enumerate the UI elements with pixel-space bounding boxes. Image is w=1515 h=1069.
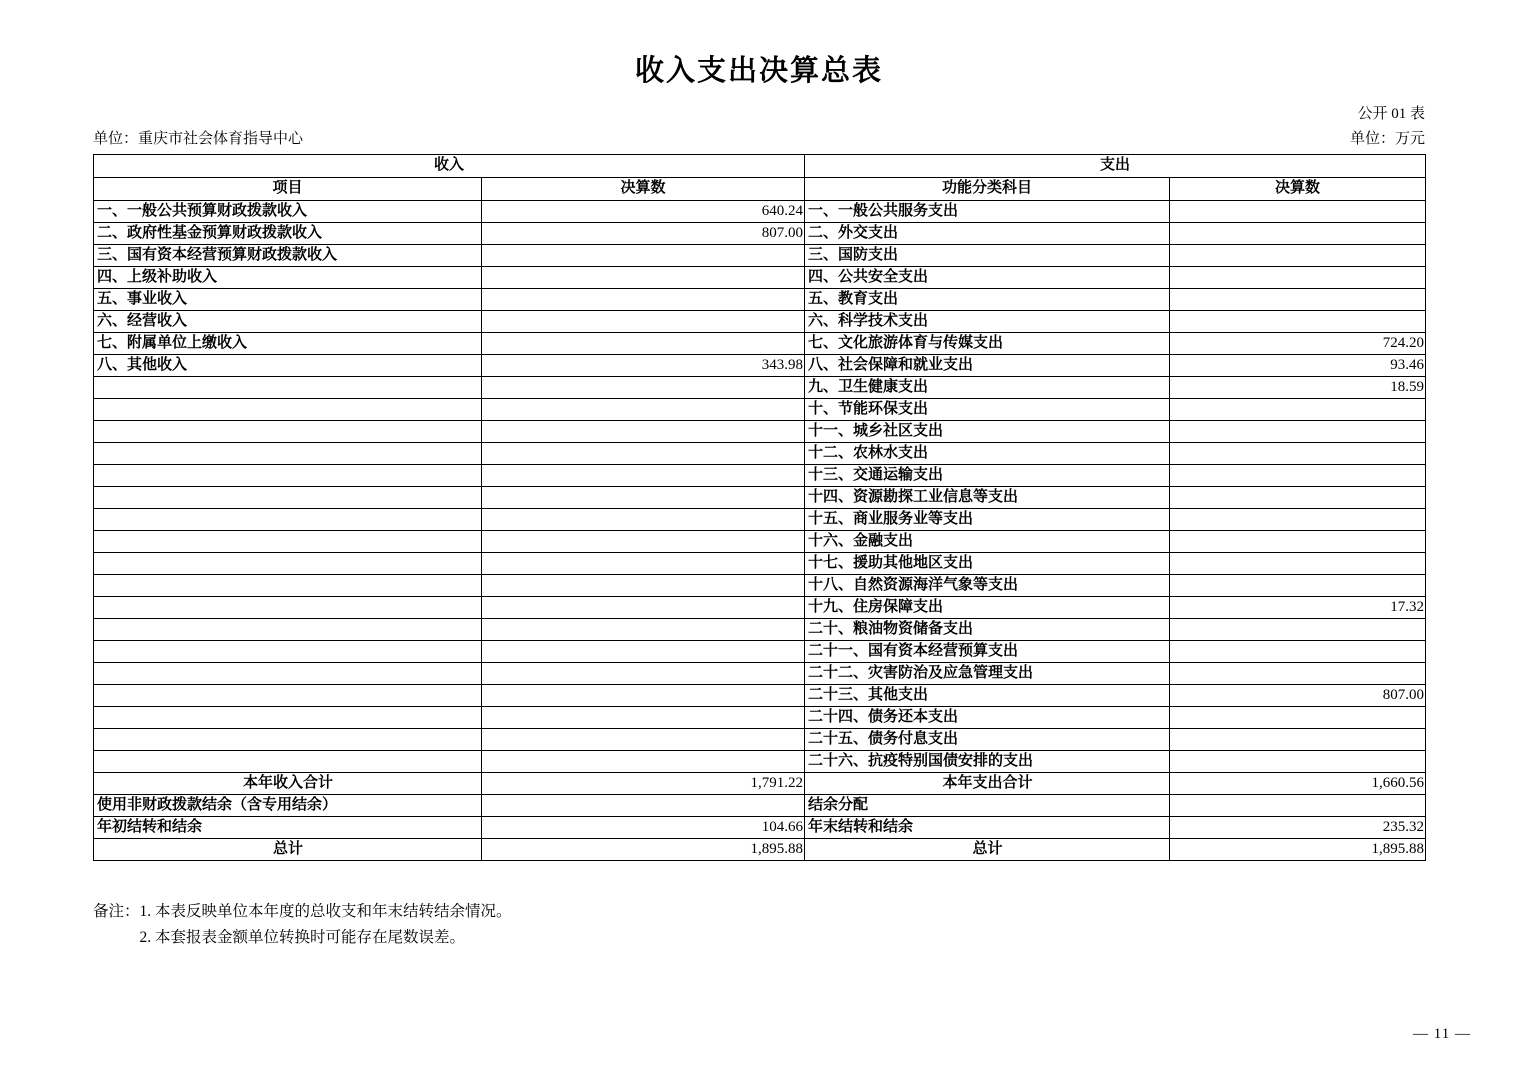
expense-item-value bbox=[1170, 531, 1426, 553]
expense-item-value bbox=[1170, 465, 1426, 487]
table-row bbox=[94, 575, 1426, 597]
expense-item-value bbox=[1170, 707, 1426, 729]
expense-item-value bbox=[1170, 289, 1426, 311]
income-item-label bbox=[94, 487, 482, 509]
table-row bbox=[94, 553, 1426, 575]
expense-item-label: 十五、商业服务业等支出 bbox=[805, 509, 1170, 531]
document-page bbox=[93, 0, 1425, 952]
note-line-2: 2. 本套报表金额单位转换时可能存在尾数误差。 bbox=[139, 929, 466, 947]
expense-item-label: 十一、城乡社区支出 bbox=[805, 421, 1170, 443]
expense-item-label: 十七、援助其他地区支出 bbox=[805, 553, 1170, 575]
budget-summary-table bbox=[93, 154, 1426, 861]
expense-item-label: 一、一般公共服务支出 bbox=[805, 201, 1170, 223]
table-row bbox=[94, 201, 1426, 223]
table-row bbox=[94, 707, 1426, 729]
income-item-label bbox=[94, 641, 482, 663]
expense-item-label: 四、公共安全支出 bbox=[805, 267, 1170, 289]
income-item-label bbox=[94, 663, 482, 685]
column-header-expense-category: 功能分类科目 bbox=[805, 178, 1170, 201]
section-header-row bbox=[94, 155, 1426, 178]
expense-item-value bbox=[1170, 311, 1426, 333]
income-item-value bbox=[482, 619, 805, 641]
income-item-value bbox=[482, 465, 805, 487]
income-item-label bbox=[94, 685, 482, 707]
expense-item-value bbox=[1170, 751, 1426, 773]
income-item-label bbox=[94, 597, 482, 619]
expense-item-value bbox=[1170, 421, 1426, 443]
expense-item-label: 二十五、债务付息支出 bbox=[805, 729, 1170, 751]
income-summary-label: 使用非财政拨款结余（含专用结余） bbox=[94, 795, 482, 817]
expense-item-label: 七、文化旅游体育与传媒支出 bbox=[805, 333, 1170, 355]
income-item-value: 640.24 bbox=[482, 201, 805, 223]
expense-item-value bbox=[1170, 267, 1426, 289]
table-row bbox=[94, 597, 1426, 619]
income-item-label bbox=[94, 707, 482, 729]
income-summary-label: 年初结转和结余 bbox=[94, 817, 482, 839]
column-header-row bbox=[94, 178, 1426, 201]
expense-item-value bbox=[1170, 553, 1426, 575]
income-item-label: 五、事业收入 bbox=[94, 289, 482, 311]
notes-block bbox=[93, 899, 1425, 952]
income-item-label bbox=[94, 531, 482, 553]
summary-row bbox=[94, 795, 1426, 817]
income-item-label bbox=[94, 553, 482, 575]
expense-item-label: 十、节能环保支出 bbox=[805, 399, 1170, 421]
income-item-value bbox=[482, 377, 805, 399]
expense-item-value bbox=[1170, 729, 1426, 751]
expense-item-value: 93.46 bbox=[1170, 355, 1426, 377]
expense-item-label: 十四、资源勘探工业信息等支出 bbox=[805, 487, 1170, 509]
income-item-label: 八、其他收入 bbox=[94, 355, 482, 377]
table-row bbox=[94, 751, 1426, 773]
expense-item-value: 724.20 bbox=[1170, 333, 1426, 355]
income-item-label: 四、上级补助收入 bbox=[94, 267, 482, 289]
unit-name-label: 单位：重庆市社会体育指导中心 bbox=[93, 131, 304, 147]
expense-item-label: 二十二、灾害防治及应急管理支出 bbox=[805, 663, 1170, 685]
expense-item-label: 五、教育支出 bbox=[805, 289, 1170, 311]
income-item-value bbox=[482, 575, 805, 597]
income-item-value bbox=[482, 751, 805, 773]
table-row bbox=[94, 421, 1426, 443]
expense-item-value: 807.00 bbox=[1170, 685, 1426, 707]
table-row bbox=[94, 443, 1426, 465]
expense-item-label: 二十三、其他支出 bbox=[805, 685, 1170, 707]
income-section-header: 收入 bbox=[94, 155, 805, 178]
income-item-label bbox=[94, 399, 482, 421]
summary-row bbox=[94, 773, 1426, 795]
table-row bbox=[94, 465, 1426, 487]
income-item-label: 七、附属单位上缴收入 bbox=[94, 333, 482, 355]
income-summary-value bbox=[482, 795, 805, 817]
income-summary-value: 1,895.88 bbox=[482, 839, 805, 861]
expense-item-label: 三、国防支出 bbox=[805, 245, 1170, 267]
expense-item-label: 二十四、债务还本支出 bbox=[805, 707, 1170, 729]
table-row bbox=[94, 531, 1426, 553]
expense-item-label: 二、外交支出 bbox=[805, 223, 1170, 245]
income-item-label bbox=[94, 729, 482, 751]
income-item-value: 343.98 bbox=[482, 355, 805, 377]
expense-item-label: 十三、交通运输支出 bbox=[805, 465, 1170, 487]
income-item-value bbox=[482, 311, 805, 333]
expense-summary-value: 235.32 bbox=[1170, 817, 1426, 839]
income-summary-value: 104.66 bbox=[482, 817, 805, 839]
table-code-label: 公开 01 表 bbox=[1357, 106, 1425, 122]
expense-item-value bbox=[1170, 509, 1426, 531]
income-item-value bbox=[482, 487, 805, 509]
expense-summary-label: 本年支出合计 bbox=[805, 773, 1170, 795]
expense-item-label: 九、卫生健康支出 bbox=[805, 377, 1170, 399]
summary-row bbox=[94, 839, 1426, 861]
expense-item-label: 八、社会保障和就业支出 bbox=[805, 355, 1170, 377]
table-row bbox=[94, 267, 1426, 289]
expense-item-value bbox=[1170, 245, 1426, 267]
expense-item-value: 18.59 bbox=[1170, 377, 1426, 399]
summary-row bbox=[94, 817, 1426, 839]
income-item-value bbox=[482, 685, 805, 707]
expense-item-value bbox=[1170, 575, 1426, 597]
expense-item-label: 二十、粮油物资储备支出 bbox=[805, 619, 1170, 641]
table-row bbox=[94, 355, 1426, 377]
expense-item-label: 二十六、抗疫特别国债安排的支出 bbox=[805, 751, 1170, 773]
expense-item-label: 十二、农林水支出 bbox=[805, 443, 1170, 465]
income-item-value bbox=[482, 641, 805, 663]
income-item-value bbox=[482, 729, 805, 751]
expense-summary-label: 年末结转和结余 bbox=[805, 817, 1170, 839]
income-item-label: 六、经营收入 bbox=[94, 311, 482, 333]
table-row bbox=[94, 245, 1426, 267]
page-number: — 11 — bbox=[1413, 1026, 1471, 1042]
expense-summary-value: 1,660.56 bbox=[1170, 773, 1426, 795]
income-item-label bbox=[94, 751, 482, 773]
table-row bbox=[94, 619, 1426, 641]
income-item-label: 三、国有资本经营预算财政拨款收入 bbox=[94, 245, 482, 267]
currency-unit-label: 单位：万元 bbox=[1349, 131, 1425, 147]
expense-summary-label: 总计 bbox=[805, 839, 1170, 861]
income-item-label bbox=[94, 619, 482, 641]
expense-item-label: 二十一、国有资本经营预算支出 bbox=[805, 641, 1170, 663]
notes-label: 备注： bbox=[93, 903, 140, 920]
income-item-label bbox=[94, 421, 482, 443]
income-item-value bbox=[482, 509, 805, 531]
expense-summary-value bbox=[1170, 795, 1426, 817]
table-row bbox=[94, 377, 1426, 399]
table-row bbox=[94, 487, 1426, 509]
table-row bbox=[94, 641, 1426, 663]
expense-item-value bbox=[1170, 443, 1426, 465]
expense-item-value bbox=[1170, 487, 1426, 509]
income-item-value bbox=[482, 333, 805, 355]
income-item-value bbox=[482, 663, 805, 685]
table-row bbox=[94, 663, 1426, 685]
table-body bbox=[94, 201, 1426, 861]
expense-item-label: 十九、住房保障支出 bbox=[805, 597, 1170, 619]
table-header bbox=[94, 155, 1426, 201]
income-item-value bbox=[482, 399, 805, 421]
income-item-value bbox=[482, 245, 805, 267]
expense-item-value bbox=[1170, 399, 1426, 421]
expense-summary-value: 1,895.88 bbox=[1170, 839, 1426, 861]
income-item-value bbox=[482, 597, 805, 619]
expense-item-label: 六、科学技术支出 bbox=[805, 311, 1170, 333]
income-item-value bbox=[482, 443, 805, 465]
expense-item-value: 17.32 bbox=[1170, 597, 1426, 619]
expense-item-value bbox=[1170, 223, 1426, 245]
income-item-label bbox=[94, 575, 482, 597]
income-item-label bbox=[94, 377, 482, 399]
page-title: 收入支出决算总表 bbox=[634, 55, 883, 87]
table-row bbox=[94, 729, 1426, 751]
income-item-label: 二、政府性基金预算财政拨款收入 bbox=[94, 223, 482, 245]
income-summary-value: 1,791.22 bbox=[482, 773, 805, 795]
column-header-income-amount: 决算数 bbox=[482, 178, 805, 201]
notes-lines bbox=[140, 899, 512, 952]
table-row bbox=[94, 685, 1426, 707]
income-item-label bbox=[94, 443, 482, 465]
income-item-label bbox=[94, 465, 482, 487]
table-row bbox=[94, 311, 1426, 333]
expense-item-value bbox=[1170, 201, 1426, 223]
expense-item-value bbox=[1170, 619, 1426, 641]
table-row bbox=[94, 399, 1426, 421]
income-item-value: 807.00 bbox=[482, 223, 805, 245]
income-item-value bbox=[482, 553, 805, 575]
income-summary-label: 本年收入合计 bbox=[94, 773, 482, 795]
note-line-1: 1. 本表反映单位本年度的总收支和年末结转结余情况。 bbox=[139, 903, 512, 920]
income-summary-label: 总计 bbox=[94, 839, 482, 861]
income-item-label: 一、一般公共预算财政拨款收入 bbox=[94, 201, 482, 223]
column-header-income-item: 项目 bbox=[94, 178, 482, 201]
table-row bbox=[94, 223, 1426, 245]
income-item-value bbox=[482, 707, 805, 729]
income-item-value bbox=[482, 267, 805, 289]
income-item-label bbox=[94, 509, 482, 531]
expenditure-section-header: 支出 bbox=[805, 155, 1426, 178]
expense-item-value bbox=[1170, 641, 1426, 663]
table-row bbox=[94, 509, 1426, 531]
column-header-expense-amount: 决算数 bbox=[1170, 178, 1426, 201]
table-row bbox=[94, 333, 1426, 355]
expense-item-label: 十八、自然资源海洋气象等支出 bbox=[805, 575, 1170, 597]
expense-item-label: 十六、金融支出 bbox=[805, 531, 1170, 553]
table-row bbox=[94, 289, 1426, 311]
income-item-value bbox=[482, 421, 805, 443]
expense-item-value bbox=[1170, 663, 1426, 685]
expense-summary-label: 结余分配 bbox=[805, 795, 1170, 817]
income-item-value bbox=[482, 289, 805, 311]
income-item-value bbox=[482, 531, 805, 553]
meta-row bbox=[93, 127, 1425, 148]
